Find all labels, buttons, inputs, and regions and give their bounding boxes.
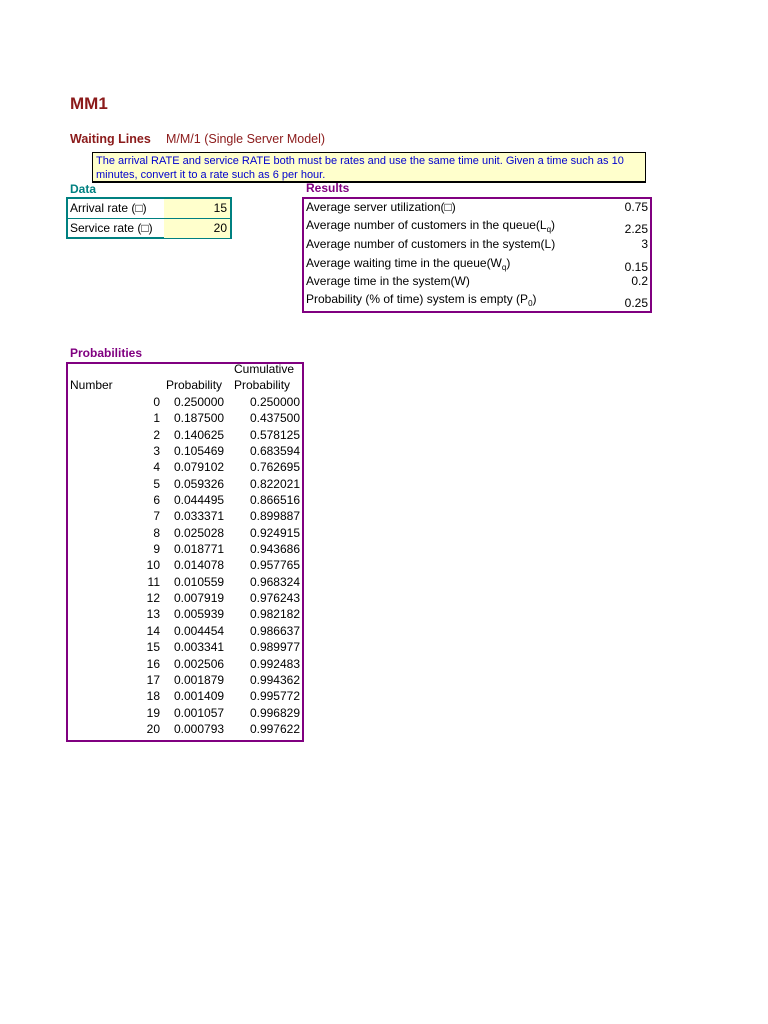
- row-probability: 0.004454: [174, 623, 225, 638]
- row-number: 20: [146, 721, 160, 736]
- row-cumulative-probability: 0.866516: [249, 493, 300, 508]
- table-row: [68, 721, 302, 737]
- arrival-rate-input[interactable]: 15: [164, 199, 230, 218]
- row-cumulative-probability: 0.957765: [249, 558, 300, 573]
- row-probability: 0.018771: [174, 542, 225, 557]
- row-probability: 0.014078: [174, 558, 225, 573]
- row-number: 18: [146, 689, 160, 704]
- table-row: [68, 705, 302, 721]
- row-cumulative-probability: 0.683594: [249, 444, 300, 459]
- row-probability: 0.003341: [174, 640, 225, 655]
- header-probability: Probability: [166, 378, 223, 392]
- row-number: 1: [153, 411, 160, 426]
- result-label: Average number of customers in the system(L): [306, 237, 556, 251]
- table-row: [68, 410, 302, 426]
- row-number: 9: [153, 542, 160, 557]
- row-number: 12: [146, 591, 160, 606]
- row-cumulative-probability: 0.989977: [249, 640, 300, 655]
- row-number: 2: [153, 427, 160, 442]
- service-rate-input[interactable]: 20: [164, 219, 230, 238]
- row-number: 19: [146, 705, 160, 720]
- result-value: 0.75: [624, 200, 648, 214]
- row-cumulative-probability: 0.762695: [249, 460, 300, 475]
- table-row: [68, 427, 302, 443]
- result-row-system-length: [306, 236, 648, 254]
- row-cumulative-probability: 0.578125: [249, 427, 300, 442]
- row-number: 4: [153, 460, 160, 475]
- row-number: 14: [146, 623, 160, 638]
- model-subtitle: M/M/1 (Single Server Model): [166, 132, 326, 146]
- row-cumulative-probability: 0.986637: [249, 623, 300, 638]
- row-probability: 0.007919: [174, 591, 225, 606]
- row-probability: 0.140625: [174, 427, 225, 442]
- table-row: [68, 688, 302, 704]
- row-probability: 0.001879: [174, 672, 225, 687]
- table-row: [68, 459, 302, 475]
- row-probability: 0.005939: [174, 607, 225, 622]
- table-row: [68, 623, 302, 639]
- row-probability: 0.059326: [174, 476, 225, 491]
- table-row: [68, 492, 302, 508]
- table-row: [68, 508, 302, 524]
- row-probability: 0.079102: [174, 460, 225, 475]
- row-number: 3: [153, 444, 160, 459]
- result-label: Average server utilization(□): [306, 200, 456, 214]
- row-probability: 0.044495: [174, 493, 225, 508]
- row-cumulative-probability: 0.997622: [249, 721, 300, 736]
- result-row-utilization: [306, 199, 648, 217]
- table-row: [68, 656, 302, 672]
- row-cumulative-probability: 0.899887: [249, 509, 300, 524]
- row-cumulative-probability: 0.994362: [249, 672, 300, 687]
- row-number: 6: [153, 493, 160, 508]
- row-number: 5: [153, 476, 160, 491]
- table-row: [68, 394, 302, 410]
- row-cumulative-probability: 0.943686: [249, 542, 300, 557]
- row-number: 13: [146, 607, 160, 622]
- row-number: 10: [146, 558, 160, 573]
- waiting-lines-heading: Waiting Lines: [70, 132, 151, 146]
- table-row: [68, 574, 302, 590]
- row-probability: 0.250000: [174, 395, 225, 409]
- result-label: Average waiting time in the $queue(W_q)$: [306, 256, 511, 272]
- row-number: 7: [153, 509, 160, 524]
- result-row-system-time: [306, 273, 648, 291]
- row-cumulative-probability: 0.437500: [249, 411, 300, 426]
- result-value: 0.15: [624, 260, 648, 274]
- service-rate-row: [68, 219, 230, 238]
- table-row: [68, 541, 302, 557]
- header-number: Number: [70, 378, 113, 392]
- result-value: 2.25: [624, 222, 648, 236]
- row-probability: 0.187500: [174, 411, 225, 426]
- row-cumulative-probability: 0.250000: [249, 395, 300, 409]
- row-probability: 0.025028: [174, 525, 225, 540]
- result-label: Average number of customers in the $queue(L_q)$: [306, 218, 556, 234]
- row-cumulative-probability: 0.992483: [249, 656, 300, 671]
- arrival-rate-label: Arrival rate (□): [70, 201, 147, 215]
- results-table: [302, 197, 652, 313]
- row-cumulative-probability: 0.995772: [249, 689, 300, 704]
- result-label: Probability (% of time) system is empty $(P_0)$: [306, 292, 537, 308]
- result-row-queue-wait: [306, 255, 648, 273]
- arrival-rate-row: [68, 199, 230, 219]
- result-row-queue-length: [306, 217, 648, 235]
- result-row-empty-probability: [306, 291, 648, 309]
- service-rate-label: Service rate (□): [70, 221, 153, 235]
- data-section-label: Data: [70, 182, 97, 196]
- row-cumulative-probability: 0.982182: [249, 607, 300, 622]
- row-probability: 0.001409: [174, 689, 225, 704]
- result-value: 3: [641, 237, 648, 251]
- table-row: [68, 476, 302, 492]
- row-probability: 0.002506: [174, 656, 225, 671]
- row-cumulative-probability: 0.968324: [249, 574, 300, 589]
- row-probability: 0.001057: [174, 705, 225, 720]
- data-input-table: [66, 197, 232, 239]
- row-probability: 0.000793: [174, 721, 225, 736]
- header-cumulative: Cumulative: [234, 362, 295, 376]
- probability-rows: [68, 394, 302, 737]
- row-cumulative-probability: 0.976243: [249, 591, 300, 606]
- row-number: 15: [146, 640, 160, 655]
- table-row: [68, 557, 302, 573]
- table-row: [68, 525, 302, 541]
- probabilities-section-label: Probabilities: [70, 346, 143, 360]
- row-probability: 0.010559: [174, 574, 225, 589]
- row-probability: 0.033371: [174, 509, 225, 524]
- page-title: MM1: [70, 94, 108, 113]
- result-value: 0.25: [624, 296, 648, 310]
- table-row: [68, 590, 302, 606]
- results-section-label: Results: [306, 181, 350, 195]
- row-number: 11: [147, 574, 160, 589]
- table-row: [68, 443, 302, 459]
- row-number: 8: [153, 525, 160, 540]
- row-cumulative-probability: 0.924915: [249, 525, 300, 540]
- probabilities-table: [66, 362, 304, 742]
- result-label: Average time in the system(W): [306, 274, 470, 288]
- result-value: 0.2: [631, 274, 648, 288]
- row-probability: 0.105469: [174, 444, 225, 459]
- header-cumulative-probability: Probability: [234, 378, 291, 392]
- row-cumulative-probability: 0.996829: [249, 705, 300, 720]
- table-row: [68, 606, 302, 622]
- row-number: 0: [153, 395, 160, 409]
- instruction-note: The arrival RATE and service RATE both must be rates and use the same time unit. Given a time such as 10 minutes, convert it to a rate such as 6 per hour.: [92, 152, 646, 183]
- row-number: 17: [146, 672, 160, 687]
- row-number: 16: [146, 656, 160, 671]
- table-row: [68, 639, 302, 655]
- row-cumulative-probability: 0.822021: [249, 476, 300, 491]
- table-row: [68, 672, 302, 688]
